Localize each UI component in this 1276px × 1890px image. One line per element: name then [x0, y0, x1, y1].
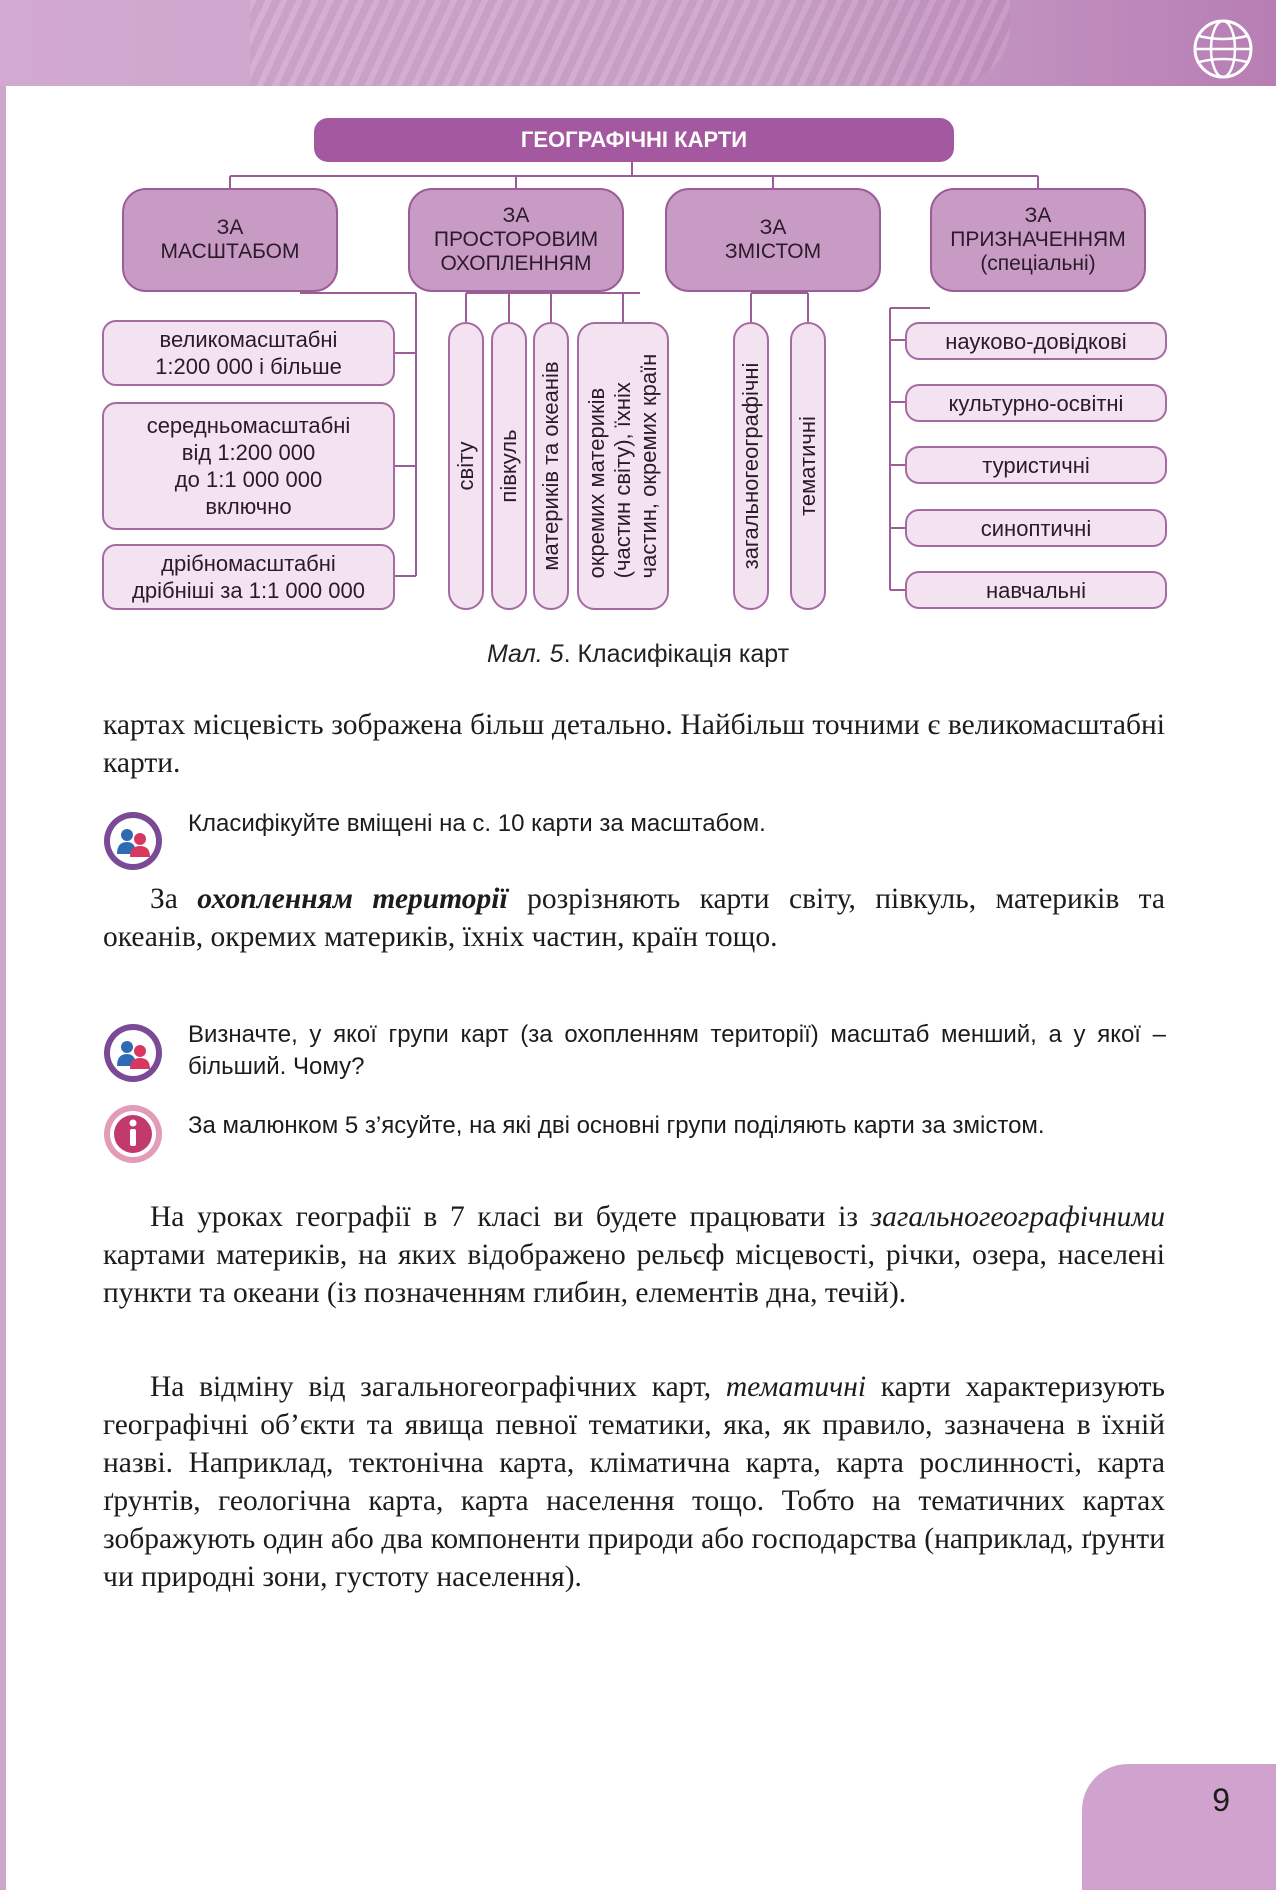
figure-caption — [0, 640, 1276, 669]
coverage-item-continents-oceans — [533, 322, 569, 610]
group-work-icon — [102, 1022, 164, 1084]
paragraph-4-emphasis: тематичні — [725, 1371, 867, 1403]
content-item-label: тематичні — [795, 416, 820, 516]
scale-item-large: великомасштабні 1:200 000 і більше — [102, 320, 395, 386]
classification-diagram — [0, 100, 1276, 620]
paragraph-2-start: За — [150, 883, 198, 915]
task-1: Класифікуйте вміщені на с. 10 карти за масштабом. — [188, 810, 766, 837]
coverage-item-label: світу — [453, 441, 478, 491]
purpose-item-tourist: туристичні — [905, 446, 1167, 484]
content-item-general — [733, 322, 769, 610]
paragraph-4 — [103, 1368, 1165, 1596]
category-purpose: ЗА ПРИЗНАЧЕННЯМ (спеціальні) — [930, 188, 1146, 292]
paragraph-3-rest: картами материків, на яких відображено рельєф місцевості, річки, озера, населені пункти та океани (із позначенням глибин, елементів дна, течій). — [103, 1239, 1165, 1309]
category-scale: ЗА МАСШТАБОМ — [122, 188, 338, 292]
paragraph-2-rest: розрізняють карти світу, півкуль, материків та океанів, окремих материків, їхніх частин, країн тощо. — [103, 883, 1166, 953]
paragraph-3 — [103, 1198, 1165, 1312]
info-icon — [102, 1103, 164, 1165]
category-coverage: ЗА ПРОСТОРОВИМ ОХОПЛЕННЯМ — [408, 188, 624, 292]
category-content: ЗА ЗМІСТОМ — [665, 188, 881, 292]
scale-item-medium: середньомасштабні від 1:200 000 до 1:1 000 000 включно — [102, 402, 395, 530]
paragraph-4-start: На відміну від загальногеографічних карт, — [150, 1371, 726, 1403]
purpose-item-educational: навчальні — [905, 571, 1167, 609]
paragraph-3-emphasis: загальногеографічними — [870, 1201, 1165, 1233]
coverage-item-hemispheres — [491, 322, 527, 610]
coverage-item-separate-continents — [577, 322, 669, 610]
paragraph-3-start: На уроках географії в 7 класі ви будете працювати із — [150, 1201, 871, 1233]
caption-text: . Класифікація карт — [563, 640, 790, 668]
coverage-item-label: півкуль — [496, 429, 521, 503]
group-work-icon — [102, 810, 164, 872]
purpose-item-synoptic: синоптичні — [905, 509, 1167, 547]
header-map-decoration — [250, 0, 1010, 86]
content-item-label: загальногеографічні — [738, 362, 763, 570]
purpose-item-reference: науково-довідкові — [905, 322, 1167, 360]
content-item-thematic — [790, 322, 826, 610]
paragraph-2-emphasis: охопленням території — [197, 883, 508, 915]
task-3: За малюнком 5 з’ясуйте, на які дві основні групи поділяють карти за змістом. — [188, 1112, 1045, 1139]
purpose-item-cultural: культурно-освітні — [905, 384, 1167, 422]
page-number: 9 — [1212, 1782, 1230, 1818]
scale-item-small: дрібномасштабні дрібніші за 1:1 000 000 — [102, 544, 395, 610]
coverage-item-label: окремих материків (частин світу), їхніх частин, окремих країн — [584, 353, 661, 579]
paragraph-4-rest: карти характеризують географічні об’єкти та явища певної тематики, яка, як правило, зазначена в їхній назві. Наприклад, тектонічна карта, кліматична карта, карта рослинності, карта ґрунтів, геологічна карта, карта населення тощо. Тобто на тематичних картах зображують один або два компоненти природи або господарства (наприклад, ґрунти чи природні зони, густоту населення). — [103, 1371, 1166, 1593]
paragraph-2 — [103, 880, 1165, 956]
task-2: Визначте, у якої групи карт (за охопленням території) масштаб менший, а у якої – більший. Чому? — [188, 1021, 1166, 1080]
coverage-item-label: материків та океанів — [538, 361, 563, 571]
coverage-item-world — [448, 322, 484, 610]
paragraph-1: картах місцевість зображена більш детально. Найбільш точними є великомасштабні карти. — [103, 709, 1165, 779]
caption-label: Мал. 5 — [486, 640, 564, 668]
globe-icon — [1190, 16, 1256, 82]
root-box: ГЕОГРАФІЧНІ КАРТИ — [314, 118, 954, 162]
